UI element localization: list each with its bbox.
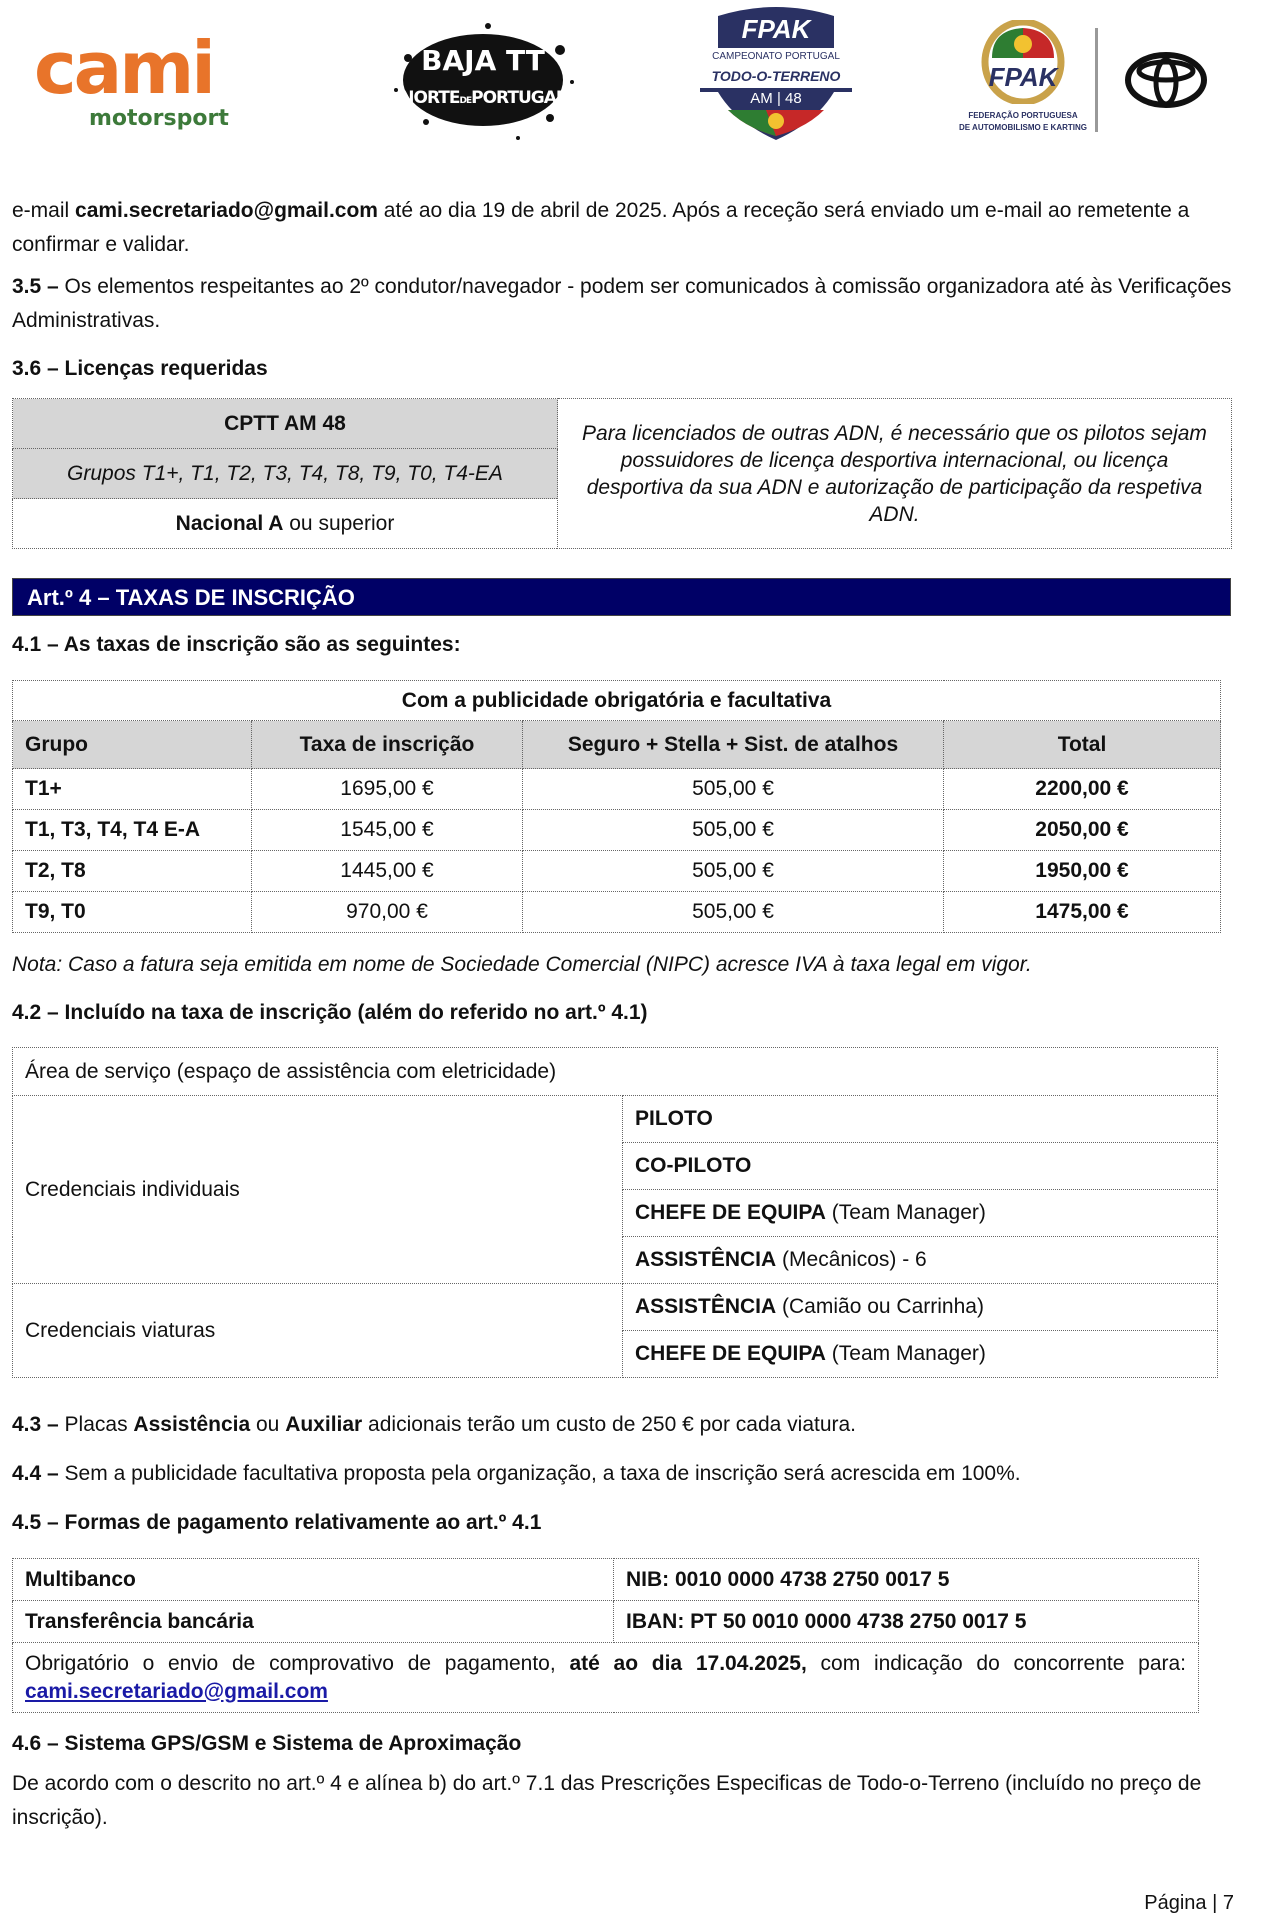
table-row — [13, 892, 1221, 933]
fees-header-taxa: Taxa de inscrição — [252, 721, 523, 769]
licences-championship: CPTT AM 48 — [13, 399, 558, 449]
table-row — [13, 1601, 1199, 1643]
credential-bold: ASSISTÊNCIA — [635, 1248, 777, 1271]
payment-note-b: com indicação do concorrente para: — [806, 1651, 1186, 1675]
baja-logo-subtitle — [388, 86, 578, 110]
list-item — [623, 1096, 1218, 1143]
fee-total: 1475,00 € — [944, 892, 1221, 933]
baja-logo-portugal: PORTUGAL — [471, 88, 566, 108]
payment-note-deadline: até ao dia 17.04.2025, — [569, 1651, 807, 1675]
baja-logo-title: BAJA TT — [421, 44, 545, 77]
table-row — [13, 810, 1221, 851]
fee-seguro: 505,00 € — [523, 851, 944, 892]
baja-logo-norte: NORTE — [400, 88, 460, 108]
section-4-3-number: 4.3 – — [12, 1413, 59, 1436]
included-viaturas-label: Credenciais viaturas — [13, 1284, 623, 1378]
fee-seguro: 505,00 € — [523, 892, 944, 933]
fee-taxa: 1695,00 € — [252, 769, 523, 810]
credential-rest: (Camião ou Carrinha) — [776, 1295, 984, 1318]
credential-rest: (Team Manager) — [825, 1201, 986, 1224]
toyota-emblem-icon — [1124, 52, 1208, 108]
list-item — [623, 1284, 1218, 1331]
section-4-3 — [12, 1408, 1252, 1442]
section-4-4 — [12, 1457, 1252, 1491]
fee-grupo: T1, T3, T4, T4 E-A — [13, 810, 252, 851]
credential-bold: ASSISTÊNCIA — [635, 1295, 777, 1318]
section-4-1-title: 4.1 – As taxas de inscrição são as seguintes: — [12, 633, 461, 656]
fees-caption: Com a publicidade obrigatória e facultativa — [13, 681, 1221, 721]
table-row — [13, 769, 1221, 810]
table-row — [13, 1559, 1199, 1601]
cptt-logo-fpak: FPAK — [741, 14, 811, 44]
fpak-logo-caption — [958, 110, 1088, 134]
intro-prefix: e-mail — [12, 199, 76, 222]
fees-header-seguro: Seguro + Stella + Sist. de atalhos — [523, 721, 944, 769]
payment-note-a: Obrigatório o envio de comprovativo de pagamento, — [25, 1651, 570, 1675]
section-4-4-number: 4.4 – — [12, 1462, 59, 1485]
fees-header-grupo: Grupo — [13, 721, 252, 769]
licences-table — [12, 398, 1232, 549]
section-4-3-text-d: adicionais terão um custo de 250 € por cada viatura. — [362, 1413, 857, 1436]
cptt-logo-badge: AM | 48 — [750, 90, 802, 107]
fpak-cptt-logo — [696, 4, 856, 142]
licences-level-rest: ou superior — [283, 511, 395, 535]
credential-rest: (Team Manager) — [825, 1342, 986, 1365]
section-4-2-title: 4.2 – Incluído na taxa de inscrição (além do referido no art.º 4.1) — [12, 1001, 648, 1024]
section-4-6-text: De acordo com o descrito no art.º 4 e alínea b) do art.º 7.1 das Prescrições Especificas de Todo-o-Terreno (incluído no preço de inscrição). — [12, 1772, 1202, 1829]
cptt-logo-am: AM — [750, 90, 773, 107]
licences-groups: Grupos T1+, T1, T2, T3, T4, T8, T9, T0, T4-EA — [13, 449, 558, 499]
credential-bold: CHEFE DE EQUIPA — [635, 1201, 826, 1224]
fee-grupo: T1+ — [13, 769, 252, 810]
fee-total: 1950,00 € — [944, 851, 1221, 892]
licences-level — [13, 499, 558, 549]
baja-tt-logo — [388, 18, 578, 146]
logo-divider — [1095, 28, 1098, 132]
section-4-6-title: 4.6 – Sistema GPS/GSM e Sistema de Aproximação — [12, 1732, 522, 1755]
fee-seguro: 505,00 € — [523, 810, 944, 851]
cptt-logo-48: 48 — [785, 90, 802, 107]
payment-value: IBAN: PT 50 0010 0000 4738 2750 0017 5 — [614, 1601, 1199, 1643]
cptt-logo-line2: TODO-O-TERRENO — [711, 68, 841, 84]
section-4-5-title: 4.5 – Formas de pagamento relativamente ao art.º 4.1 — [12, 1511, 542, 1534]
section-3-5-text: Os elementos respeitantes ao 2º condutor/navegador - podem ser comunicados à comissão organizadora até às Verificações Administrativas. — [12, 275, 1232, 332]
toyota-logo — [1124, 52, 1208, 108]
section-4-3-auxiliar: Auxiliar — [285, 1413, 363, 1436]
section-3-5-number: 3.5 – — [12, 275, 59, 298]
section-4-4-text: Sem a publicidade facultativa proposta pela organização, a taxa de inscrição será acrescida em 100%. — [58, 1462, 1021, 1485]
fee-taxa: 1545,00 € — [252, 810, 523, 851]
section-4-3-assistencia: Assistência — [133, 1413, 251, 1436]
fees-note: Nota: Caso a fatura seja emitida em nome de Sociedade Comercial (NIPC) acresce IVA à taxa legal em vigor. — [12, 953, 1032, 976]
page-number: Página | 7 — [1144, 1892, 1234, 1914]
fee-total: 2200,00 € — [944, 769, 1221, 810]
section-3-5 — [12, 270, 1252, 338]
intro-suffix: até ao dia 19 de abril de 2025. Após a receção será enviado um e-mail ao remetente a confirmar e validar. — [12, 199, 1190, 256]
table-row — [13, 851, 1221, 892]
credential-bold: CO-PILOTO — [635, 1154, 752, 1177]
included-individuais-label: Credenciais individuais — [13, 1096, 623, 1284]
licences-level-bold: Nacional A — [175, 511, 284, 535]
section-4-3-text-a: Placas — [58, 1413, 134, 1436]
payment-table — [12, 1558, 1199, 1713]
payment-method: Multibanco — [13, 1559, 614, 1601]
fee-total: 2050,00 € — [944, 810, 1221, 851]
fee-grupo: T2, T8 — [13, 851, 252, 892]
fee-taxa: 970,00 € — [252, 892, 523, 933]
fee-grupo: T9, T0 — [13, 892, 252, 933]
cami-motorsport-logo — [34, 26, 244, 140]
intro-email: cami.secretariado@gmail.com — [75, 199, 378, 222]
section-4-3-text-c: ou — [250, 1413, 286, 1436]
payment-method: Transferência bancária — [13, 1601, 614, 1643]
cami-logo-subtext: motorsport — [89, 106, 229, 131]
cptt-logo-line1: CAMPEONATO PORTUGAL — [712, 51, 840, 62]
list-item — [623, 1190, 1218, 1237]
fee-seguro: 505,00 € — [523, 769, 944, 810]
fees-header-total: Total — [944, 721, 1221, 769]
ink-splatter-icon — [388, 18, 578, 146]
credential-bold: PILOTO — [635, 1107, 713, 1130]
article-4-heading: Art.º 4 – TAXAS DE INSCRIÇÃO — [12, 578, 1231, 616]
fpak-federacao-logo — [958, 20, 1088, 138]
intro-paragraph — [12, 194, 1252, 262]
section-3-6-title: 3.6 – Licenças requeridas — [12, 357, 268, 380]
fee-taxa: 1445,00 € — [252, 851, 523, 892]
list-item — [623, 1143, 1218, 1190]
fees-table — [12, 680, 1221, 933]
licences-foreign-note: Para licenciados de outras ADN, é necessário que os pilotos sejam possuidores de licença desportiva internacional, ou licença desportiva da sua ADN e autorização de participação da respetiva ADN. — [558, 399, 1232, 549]
payment-email-link[interactable]: cami.secretariado@gmail.com — [25, 1679, 328, 1703]
fpak-logo-word: FPAK — [988, 62, 1058, 92]
included-service-area: Área de serviço (espaço de assistência com eletricidade) — [13, 1048, 1218, 1096]
fpak-logo-line1: FEDERAÇÃO PORTUGUESA — [968, 111, 1078, 120]
baja-logo-de: DE — [459, 96, 472, 106]
cami-logo-word: cami — [34, 26, 213, 110]
credential-rest: (Mecânicos) - 6 — [776, 1248, 927, 1271]
payment-note — [13, 1643, 1199, 1713]
fpak-logo-line2: DE AUTOMOBILISMO E KARTING — [959, 123, 1087, 132]
list-item — [623, 1237, 1218, 1284]
included-table — [12, 1047, 1218, 1378]
credential-bold: CHEFE DE EQUIPA — [635, 1342, 826, 1365]
list-item — [623, 1331, 1218, 1378]
payment-value: NIB: 0010 0000 4738 2750 0017 5 — [614, 1559, 1199, 1601]
